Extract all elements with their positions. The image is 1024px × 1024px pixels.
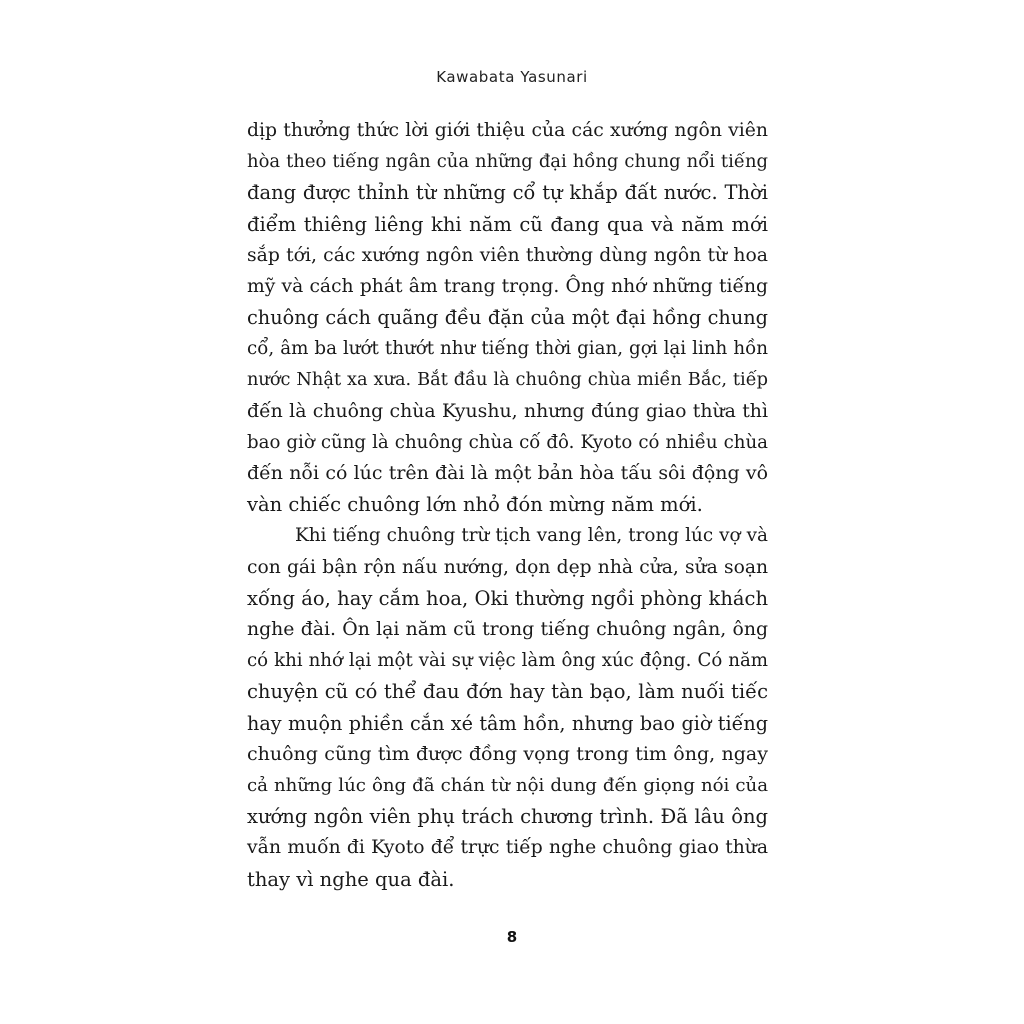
text-line: sắp tới, các xướng ngôn viên thường dùng ngôn từ hoa (247, 244, 768, 266)
text-line: nghe đài. Ôn lại năm cũ trong tiếng chuông ngân, ông (247, 619, 768, 640)
text-line: hay muộn phiền cắn xé tâm hồn, nhưng bao giờ tiếng (247, 711, 768, 735)
text-line: vẫn muốn đi Kyoto để trực tiếp nghe chuông giao thừa (247, 837, 768, 859)
text-line: dịp thưởng thức lời giới thiệu của các xướng ngôn viên (247, 120, 768, 141)
text-line: cả những lúc ông đã chán từ nội dung đến giọng nói của (247, 774, 768, 796)
paragraph-2 (247, 520, 768, 894)
text-line: xướng ngôn viên phụ trách chương trình. Đã lâu ông (247, 805, 768, 829)
text-line: thay vì nghe qua đài. (247, 867, 455, 891)
text-line: chuông cách quãng đều đặn của một đại hồng chung (247, 306, 768, 330)
text-line: xống áo, hay cắm hoa, Oki thường ngồi phòng khách (247, 586, 768, 610)
body-text (247, 115, 768, 895)
text-line: chuông cũng tìm được đồng vọng trong tim ông, ngay (247, 742, 768, 765)
page-number: 8 (506, 928, 518, 946)
text-line: đến là chuông chùa Kyushu, nhưng đúng giao thừa thì (247, 399, 768, 422)
text-line: có khi nhớ lại một vài sự việc làm ông xúc động. Có năm (247, 650, 768, 672)
text-line: hòa theo tiếng ngân của những đại hồng chung nổi tiếng (247, 151, 768, 173)
text-line: Khi tiếng chuông trừ tịch vang lên, trong lúc vợ và (295, 525, 768, 547)
paragraph-1 (247, 115, 768, 520)
text-line: đến nỗi có lúc trên đài là một bản hòa tấu sôi động vô (247, 462, 768, 485)
running-header-author: Kawabata Yasunari (436, 68, 588, 86)
text-line: điểm thiêng liêng khi năm cũ đang qua và năm mới (247, 212, 768, 236)
text-line: vàn chiếc chuông lớn nhỏ đón mừng năm mới. (247, 493, 703, 517)
text-line: đang được thỉnh từ những cổ tự khắp đất nước. Thời (247, 181, 768, 205)
text-line: cổ, âm ba lướt thướt như tiếng thời gian, gợi lại linh hồn (247, 338, 768, 360)
text-line: mỹ và cách phát âm trang trọng. Ông nhớ những tiếng (247, 275, 768, 297)
text-line: bao giờ cũng là chuông chùa cố đô. Kyoto có nhiều chùa (247, 431, 768, 453)
text-line: chuyện cũ có thể đau đớn hay tàn bạo, làm nuối tiếc (247, 680, 768, 704)
text-line: con gái bận rộn nấu nướng, dọn dẹp nhà cửa, sửa soạn (247, 556, 768, 578)
text-line: nước Nhật xa xưa. Bắt đầu là chuông chùa miền Bắc, tiếp (247, 369, 768, 390)
